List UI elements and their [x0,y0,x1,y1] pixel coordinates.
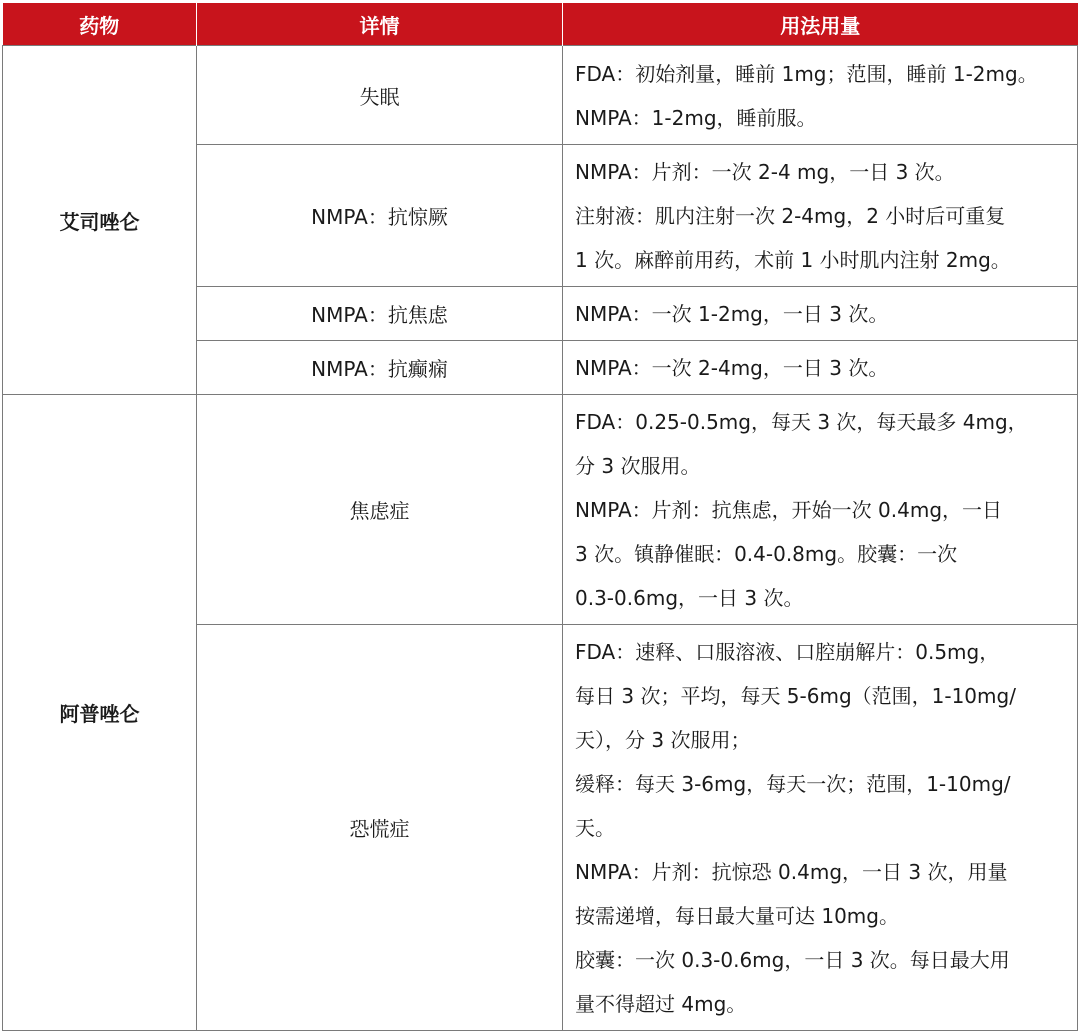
usage-line: 3 次。镇静催眠：0.4-0.8mg。胶囊：一次 [575,542,958,566]
detail-cell: 焦虑症 [197,395,563,625]
header-row [3,3,1078,46]
table-row [3,395,1078,625]
header-drug: 药物 [3,3,197,46]
usage-line: 注射液：肌内注射一次 2-4mg，2 小时后可重复 [575,204,1006,228]
usage-line: 0.3-0.6mg，一日 3 次。 [575,586,804,610]
usage-line: 胶囊：一次 0.3-0.6mg，一日 3 次。每日最大用 [575,948,1010,972]
usage-cell [563,625,1078,1031]
detail-cell: 恐慌症 [197,625,563,1031]
usage-line: 1 次。麻醉前用药，术前 1 小时肌内注射 2mg。 [575,248,1011,272]
usage-line: 分 3 次服用。 [575,454,701,478]
dosage-table [2,3,1078,1031]
drug-name-estazolam: 艾司唑仑 [3,46,197,395]
usage-line: 量不得超过 4mg。 [575,992,747,1016]
header-usage: 用法用量 [563,3,1078,46]
usage-line: NMPA：一次 1-2mg，一日 3 次。 [575,302,889,326]
usage-cell [563,145,1078,287]
usage-line: NMPA：1-2mg，睡前服。 [575,105,817,130]
usage-line: 缓释：每天 3-6mg，每天一次；范围，1-10mg/ [575,772,1011,796]
usage-line: NMPA：片剂：抗焦虑，开始一次 0.4mg，一日 [575,498,1003,522]
usage-line: NMPA：片剂：抗惊恐 0.4mg，一日 3 次，用量 [575,860,1008,884]
detail-cell: NMPA：抗焦虑 [197,287,563,341]
usage-line: FDA：初始剂量，睡前 1mg；范围，睡前 1-2mg。 [575,61,1038,86]
usage-line: 按需递增，每日最大量可达 10mg。 [575,904,899,928]
header-detail: 详情 [197,3,563,46]
usage-line: FDA：0.25-0.5mg，每天 3 次，每天最多 4mg， [575,410,1028,434]
detail-cell: NMPA：抗癫痫 [197,341,563,395]
drug-name-alprazolam: 阿普唑仑 [3,395,197,1031]
usage-line: NMPA：片剂：一次 2-4 mg，一日 3 次。 [575,160,955,184]
usage-cell [563,395,1078,625]
usage-line: NMPA：一次 2-4mg，一日 3 次。 [575,356,889,380]
usage-line: FDA：速释、口服溶液、口腔崩解片：0.5mg， [575,640,1000,664]
usage-line: 天），分 3 次服用； [575,728,751,752]
usage-line: 每日 3 次；平均，每天 5-6mg（范围，1-10mg/ [575,684,1016,708]
table-row [3,46,1078,145]
detail-cell: 失眠 [197,46,563,145]
detail-cell: NMPA：抗惊厥 [197,145,563,287]
usage-cell [563,287,1078,341]
usage-cell [563,46,1078,145]
usage-line: 天。 [575,816,615,840]
usage-cell [563,341,1078,395]
